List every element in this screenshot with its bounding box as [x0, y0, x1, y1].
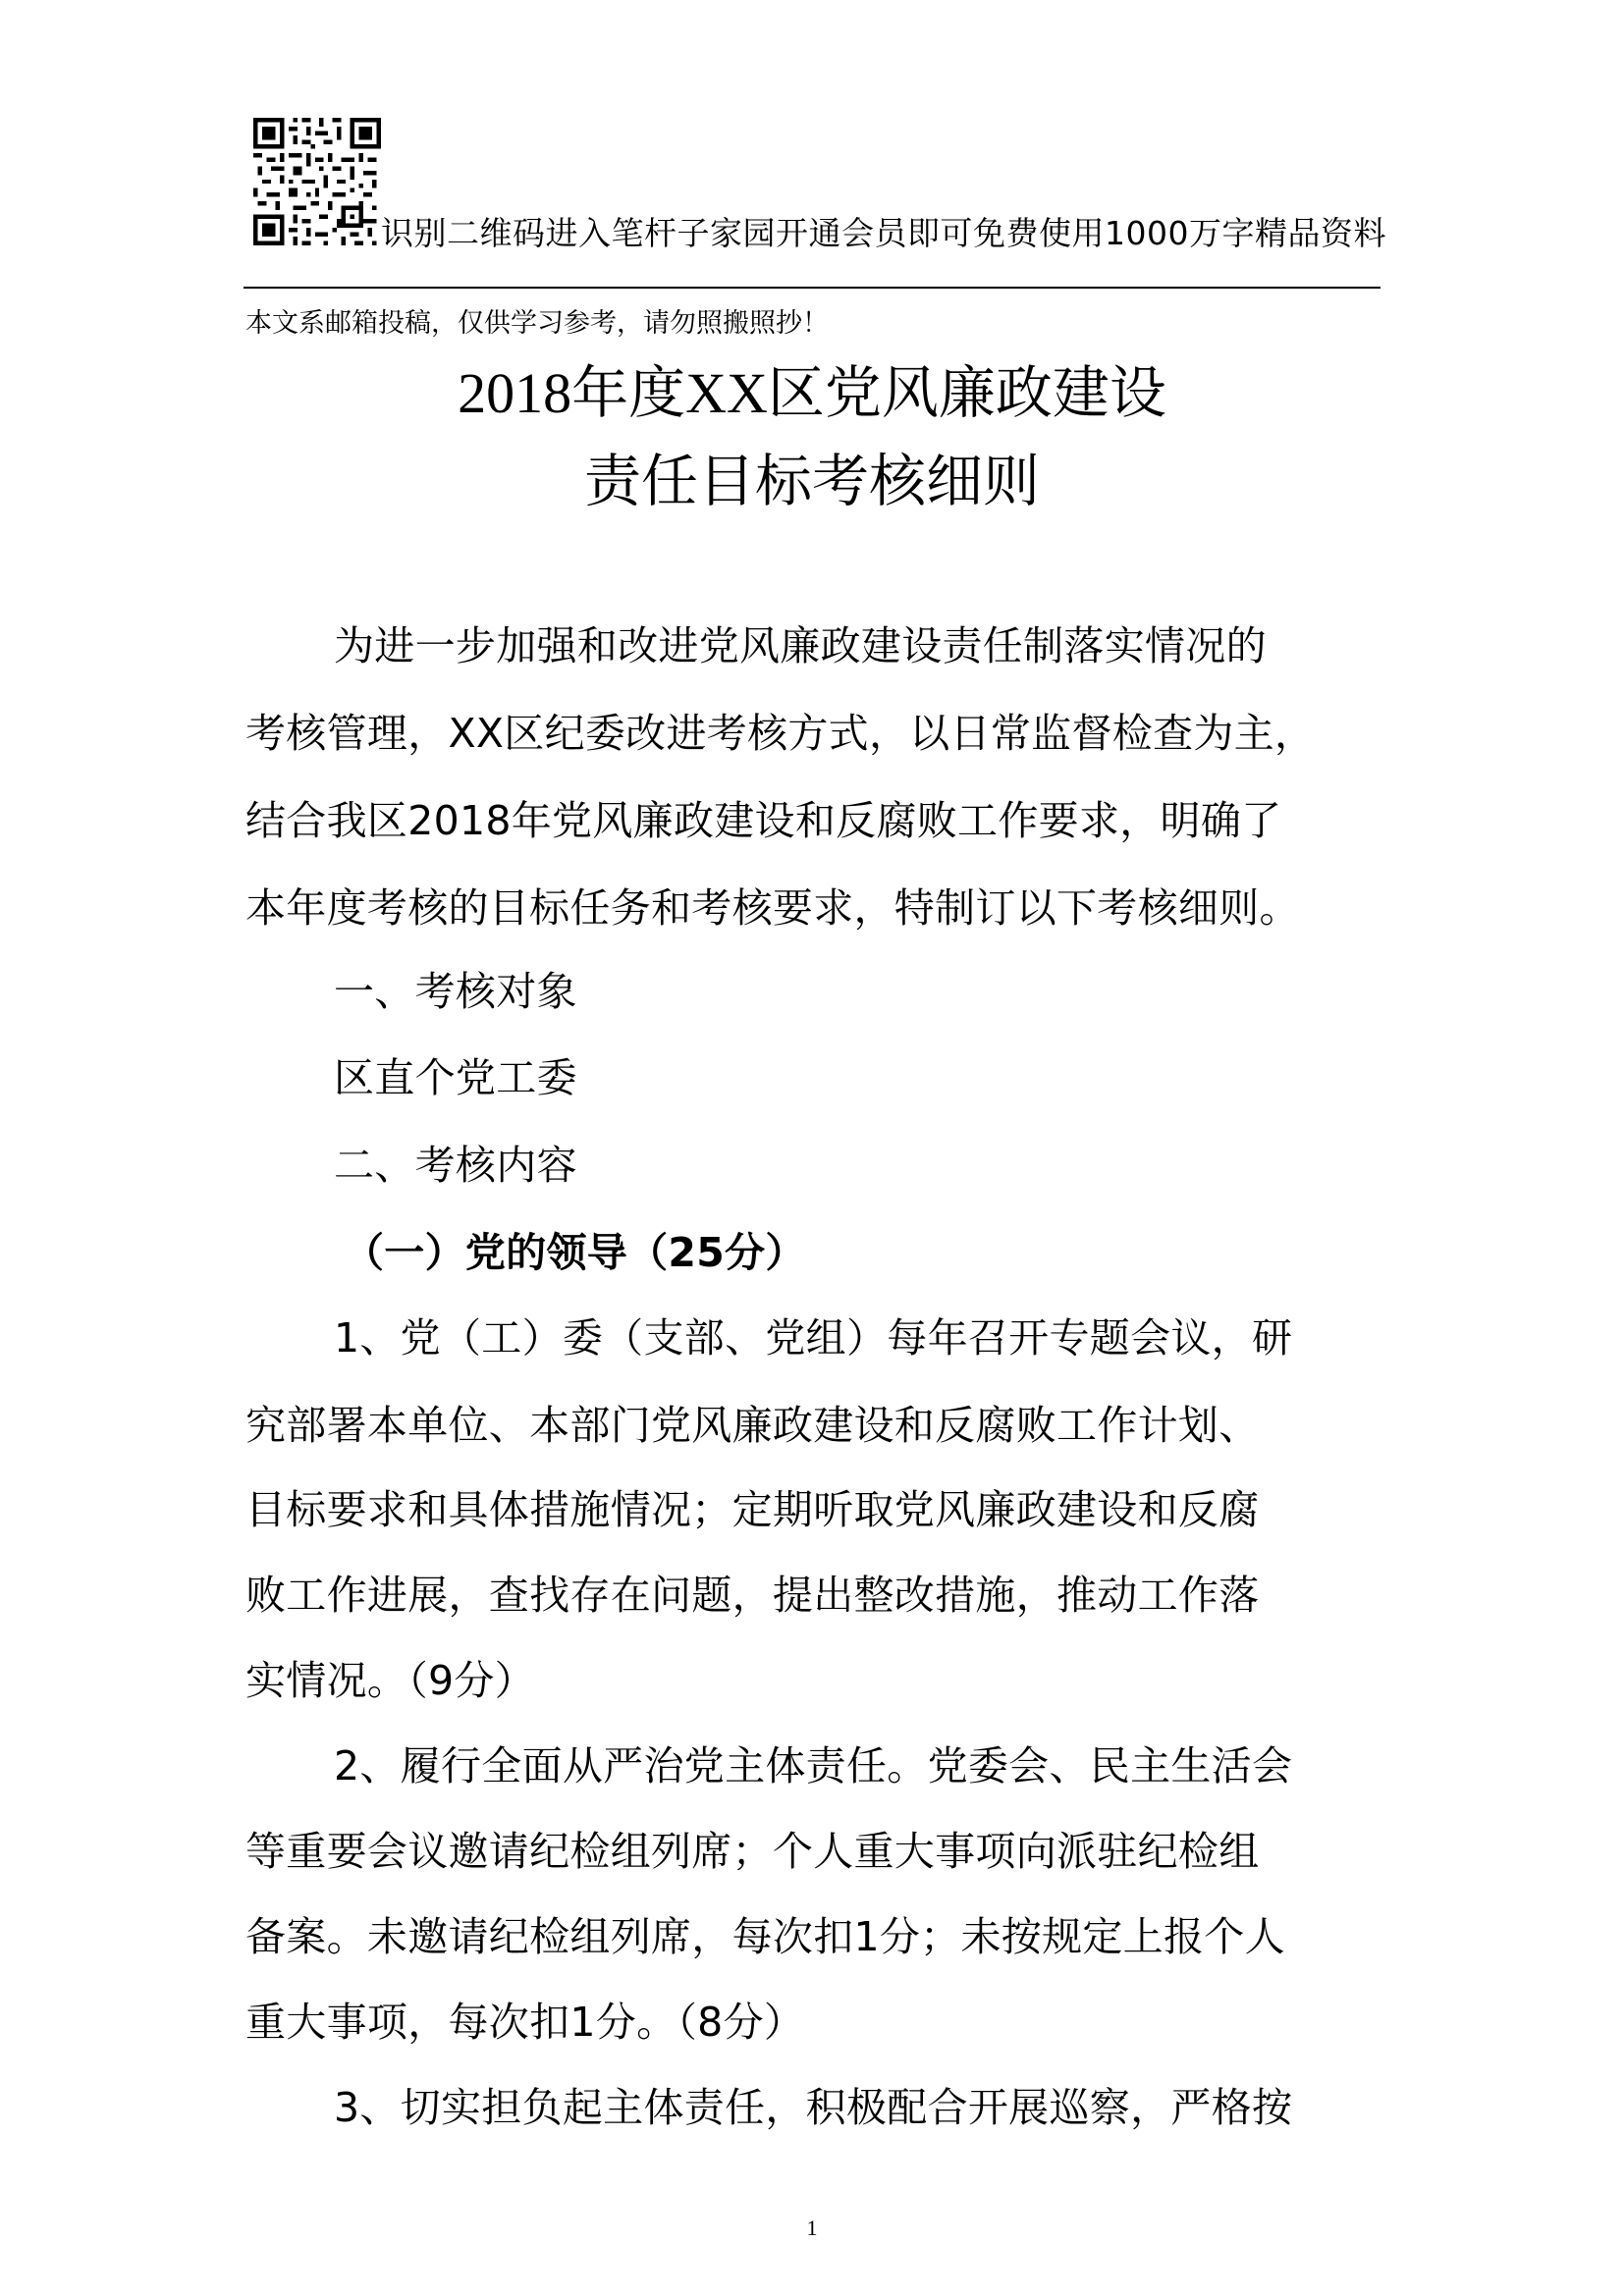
body-line: 2、履行全面从严治党主体责任。党委会、民主生活会 [334, 1742, 1293, 1789]
section-heading: 一、考核对象 [334, 968, 577, 1015]
body-line: 目标要求和具体措施情况；定期听取党风廉政建设和反腐 [245, 1486, 1260, 1533]
header-divider [244, 287, 1380, 289]
body-line: 败工作进展，查找存在问题，提出整改措施，推动工作落 [245, 1572, 1260, 1619]
body-line: 1、党（工）委（支部、党组）每年召开专题会议，研 [334, 1314, 1293, 1362]
body-line: 为进一步加强和改进党风廉政建设责任制落实情况的 [334, 622, 1267, 669]
body-line: 实情况。（9分） [245, 1657, 535, 1704]
subsection-heading: （一）党的领导（25分） [344, 1229, 806, 1276]
submission-notice: 本文系邮箱投稿，仅供学习参考，请勿照搬照抄！ [245, 308, 829, 339]
body-line: 3、切实担负起主体责任，积极配合开展巡察，严格按 [334, 2084, 1293, 2131]
body-line: 结合我区2018年党风廉政建设和反腐败工作要求，明确了 [245, 797, 1282, 844]
qr-caption: 识别二维码进入笔杆子家园开通会员即可免费使用1000万字精品资料 [381, 214, 1386, 252]
body-line: 究部署本单位、本部门党风廉政建设和反腐败工作计划、 [245, 1402, 1260, 1449]
body-line: 区直个党工委 [334, 1054, 577, 1101]
section-heading: 二、考核内容 [334, 1142, 577, 1189]
body-line: 本年度考核的目标任务和考核要求，特制订以下考核细则。 [245, 884, 1300, 932]
qr-code-icon [253, 118, 381, 245]
body-line: 重大事项，每次扣1分。（8分） [245, 1999, 805, 2046]
body-line: 备案。未邀请纪检组列席，每次扣1分；未按规定上报个人 [245, 1913, 1285, 1960]
body-line: 考核管理，XX区纪委改进考核方式，以日常监督检查为主， [245, 710, 1316, 757]
page-number: 1 [806, 2216, 818, 2240]
body-line: 等重要会议邀请纪检组列席；个人重大事项向派驻纪检组 [245, 1828, 1260, 1875]
document-title-line-1: 2018年度XX区党风廉政建设 [458, 359, 1166, 426]
document-title-line-2: 责任目标考核细则 [583, 448, 1040, 514]
